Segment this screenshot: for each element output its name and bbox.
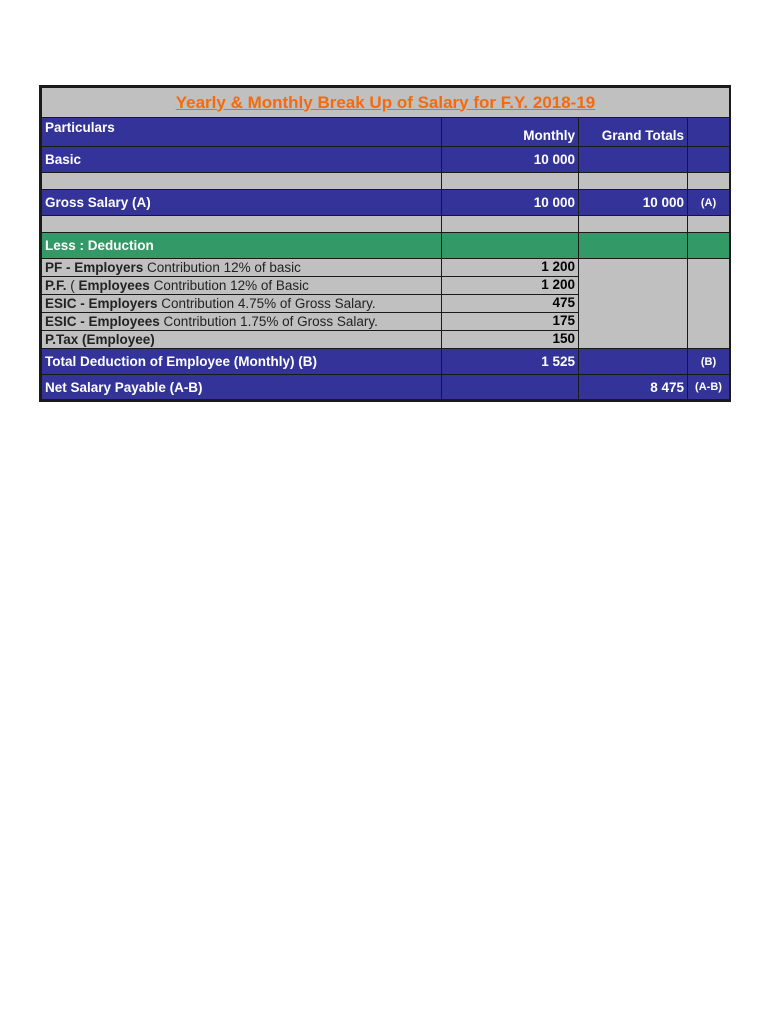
net-salary-grand-total: 8 475 <box>579 375 688 400</box>
gross-label: Gross Salary (A) <box>42 190 442 216</box>
deduction-header-row <box>42 233 730 259</box>
header-monthly: Monthly <box>442 118 579 147</box>
salary-table <box>41 87 730 400</box>
deduction-monthly-2: 475 <box>442 295 579 313</box>
gross-row <box>42 190 730 216</box>
total-deduction-label: Total Deduction of Employee (Monthly) (B) <box>42 349 442 375</box>
total-deduction-grand-total <box>579 349 688 375</box>
deduction-label-2: ESIC - Employers Contribution 4.75% of Gross Salary. <box>42 295 442 313</box>
spacer-row-1 <box>42 173 730 190</box>
sheet-title: Yearly & Monthly Break Up of Salary for F.Y. 2018-19 <box>42 88 730 118</box>
basic-row <box>42 147 730 173</box>
net-salary-tag: (A-B) <box>688 375 730 400</box>
deduction-monthly-4: 150 <box>442 331 579 349</box>
deduction-label-1: P.F. ( Employees Contribution 12% of Basic <box>42 277 442 295</box>
net-salary-row <box>42 375 730 400</box>
deduction-label-0: PF - Employers Contribution 12% of basic <box>42 259 442 277</box>
total-deduction-monthly: 1 525 <box>442 349 579 375</box>
deduction-header: Less : Deduction <box>42 233 442 259</box>
title-row <box>42 88 730 118</box>
total-deduction-tag: (B) <box>688 349 730 375</box>
deduction-label-4: P.Tax (Employee) <box>42 331 442 349</box>
net-salary-monthly <box>442 375 579 400</box>
header-tag-cell <box>688 118 730 147</box>
gross-grand-total: 10 000 <box>579 190 688 216</box>
basic-grand-total <box>579 147 688 173</box>
basic-label: Basic <box>42 147 442 173</box>
gross-tag: (A) <box>688 190 730 216</box>
header-particulars: Particulars <box>42 118 442 147</box>
header-row <box>42 118 730 147</box>
deduction-row <box>42 259 730 277</box>
salary-breakup-sheet <box>39 85 731 402</box>
spacer-row-2 <box>42 216 730 233</box>
deduction-monthly-3: 175 <box>442 313 579 331</box>
deduction-grand-total-merged <box>579 259 688 349</box>
deduction-tag-merged <box>688 259 730 349</box>
header-grand-totals: Grand Totals <box>579 118 688 147</box>
total-deduction-row <box>42 349 730 375</box>
basic-tag <box>688 147 730 173</box>
net-salary-label: Net Salary Payable (A-B) <box>42 375 442 400</box>
basic-monthly: 10 000 <box>442 147 579 173</box>
gross-monthly: 10 000 <box>442 190 579 216</box>
deduction-monthly-0: 1 200 <box>442 259 579 277</box>
deduction-label-3: ESIC - Employees Contribution 1.75% of Gross Salary. <box>42 313 442 331</box>
deduction-monthly-1: 1 200 <box>442 277 579 295</box>
